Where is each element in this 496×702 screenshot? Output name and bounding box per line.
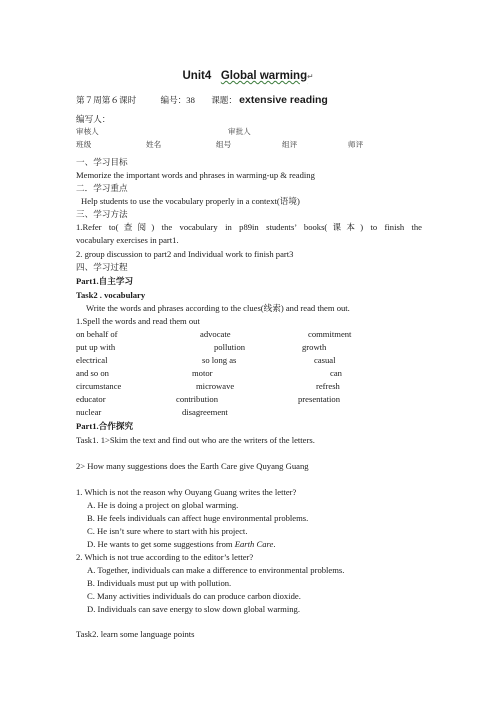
part1b-label-cn: 合作探究 bbox=[98, 421, 134, 431]
task1-question2: 2> How many suggestions does the Earth Care give Quyang Guang bbox=[76, 461, 309, 471]
vocab-row bbox=[76, 407, 228, 418]
week-lesson: 第７周第６课时 bbox=[76, 95, 137, 105]
vocab-cell: commitment bbox=[308, 329, 352, 339]
group-number-label: 组号 bbox=[216, 140, 232, 149]
vocab-row bbox=[76, 368, 342, 379]
vocab-cell: refresh bbox=[316, 381, 340, 391]
part1-heading bbox=[76, 276, 133, 287]
mc-stem: 2. Which is not true according to the editor’s letter? bbox=[76, 552, 254, 562]
class-label: 班级 bbox=[76, 140, 92, 149]
vocab-cell: so long as bbox=[202, 355, 237, 365]
section3-heading: 三、学习方法 bbox=[76, 209, 128, 219]
section2-heading: 二．学习重点 bbox=[76, 183, 128, 193]
spell-instruction: 1.Spell the words and read them out bbox=[76, 316, 200, 326]
vocab-cell: advocate bbox=[200, 329, 231, 339]
class-row bbox=[76, 139, 364, 150]
vocab-cell: contribution bbox=[176, 394, 219, 404]
title-unit: Unit4 bbox=[182, 70, 212, 82]
part1-label-cn: 自主学习 bbox=[98, 276, 134, 286]
section3-line2: vocabulary exercises in part1. bbox=[76, 235, 179, 245]
mc-option: C. He isn’t sure where to start with his project. bbox=[87, 526, 248, 536]
section1-text: Memorize the important words and phrases in warming-up & reading bbox=[76, 170, 315, 180]
part1b-label: Part1. bbox=[76, 421, 99, 431]
task1-question1: Task1. 1>Skim the text and find out who are the writers of the letters. bbox=[76, 435, 315, 445]
name-label: 姓名 bbox=[146, 140, 162, 149]
reviewer-label: 审核人 bbox=[76, 127, 99, 136]
mc-option: C. Many activities individuals do can produce carbon dioxide. bbox=[87, 591, 301, 601]
vocab-cell: pollution bbox=[214, 342, 246, 352]
mc-option bbox=[87, 539, 276, 550]
vocab-cell: electrical bbox=[76, 355, 108, 365]
section3-line1: 1.Refer to(查阅) the vocabulary in p89in students’ books(课本) to finish the bbox=[76, 222, 422, 232]
vocab-cell: circumstance bbox=[76, 381, 122, 391]
page-title bbox=[0, 70, 496, 82]
section4-heading: 四、学习过程 bbox=[76, 262, 128, 272]
number-label: 编号：38 bbox=[160, 95, 195, 105]
vocab-cell: casual bbox=[314, 355, 336, 365]
task2-vocab-heading: Task2 . vocabulary bbox=[76, 290, 146, 300]
vocab-cell: and so on bbox=[76, 368, 109, 378]
topic-label: 课题： bbox=[211, 95, 237, 105]
mc-stem: 1. Which is not the reason why Ouyang Guang writes the letter? bbox=[76, 487, 297, 497]
mc-option: D. Individuals can save energy to slow down global warming. bbox=[87, 604, 300, 614]
title-topic: Global warming bbox=[220, 70, 308, 82]
review-row bbox=[76, 126, 251, 137]
mc-option-end: . bbox=[273, 539, 276, 549]
approver-label: 审批人 bbox=[228, 127, 251, 136]
mc-option: B. Individuals must put up with pollution. bbox=[87, 578, 232, 588]
vocab-row bbox=[76, 342, 327, 353]
mc-option-italic: Earth Care bbox=[234, 539, 274, 549]
vocab-cell: microwave bbox=[196, 381, 235, 391]
part1-label: Part1. bbox=[76, 276, 99, 286]
mc-option: A. Together, individuals can make a difference to environmental problems. bbox=[87, 565, 345, 575]
section2-text: Help students to use the vocabulary properly in a context(语境) bbox=[81, 196, 300, 206]
vocab-cell: can bbox=[330, 368, 342, 378]
group-eval-label: 组评 bbox=[282, 140, 298, 149]
vocab-row bbox=[76, 381, 340, 392]
vocab-row bbox=[76, 329, 352, 340]
vocab-cell: put up with bbox=[76, 342, 116, 352]
part1b-heading bbox=[76, 421, 133, 432]
task2-language-points: Task2. learn some language points bbox=[76, 629, 195, 639]
vocab-cell: motor bbox=[192, 368, 213, 378]
vocab-row bbox=[76, 355, 336, 366]
vocab-cell: disagreement bbox=[182, 407, 228, 417]
vocab-cell: nuclear bbox=[76, 407, 102, 417]
author-label: 编写人： bbox=[76, 114, 111, 124]
teacher-eval-label: 师评 bbox=[348, 140, 364, 149]
return-mark-icon: ↵ bbox=[307, 72, 314, 81]
topic-value: extensive reading bbox=[239, 94, 328, 106]
vocab-cell: educator bbox=[76, 394, 106, 404]
section3-line3: 2. group discussion to part2 and Individual work to finish part3 bbox=[76, 249, 294, 259]
mc-option: B. He feels individuals can affect huge environmental problems. bbox=[87, 513, 309, 523]
vocab-cell: growth bbox=[302, 342, 327, 352]
header-line bbox=[76, 95, 328, 106]
vocab-cell: presentation bbox=[298, 394, 340, 404]
section1-heading: 一、学习目标 bbox=[76, 157, 128, 167]
mc-option: A. He is doing a project on global warming. bbox=[87, 500, 239, 510]
mc-option-text: D. He wants to get some suggestions from bbox=[87, 539, 235, 549]
task2-instruction: Write the words and phrases according to the clues(线索) and read them out. bbox=[86, 303, 350, 313]
vocab-cell: on behalf of bbox=[76, 329, 118, 339]
vocab-row bbox=[76, 394, 340, 405]
